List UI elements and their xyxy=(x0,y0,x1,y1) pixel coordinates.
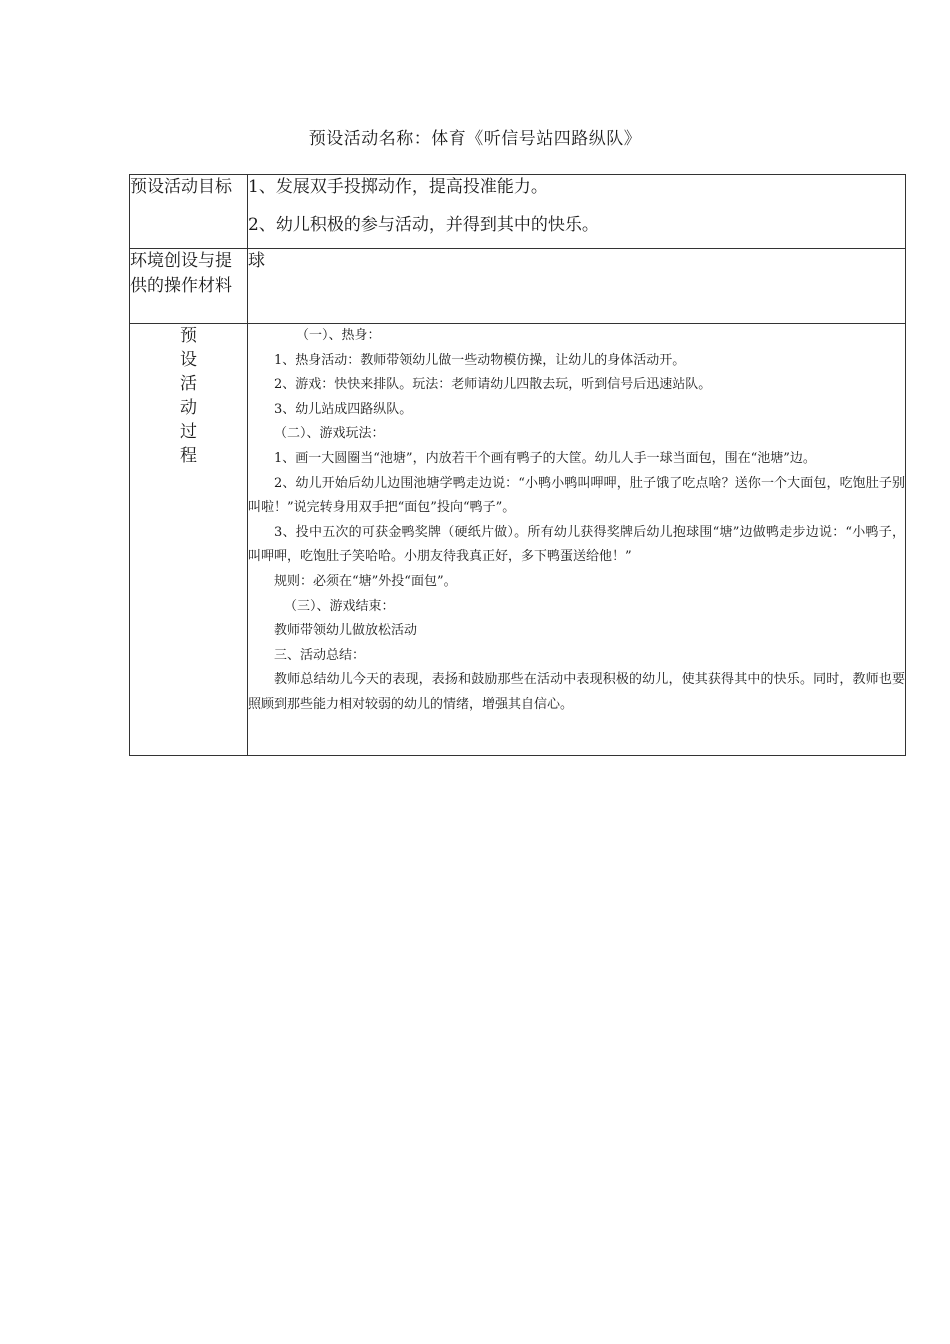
activity-plan-table xyxy=(129,174,906,756)
process-row xyxy=(130,324,906,756)
process-paragraph: 1、画一大圆圈当“池塘”，内放若干个画有鸭子的大筐。幼儿人手一球当面包，围在“池塘”边。 xyxy=(274,450,816,466)
goal-content xyxy=(248,175,906,249)
goal-item: 1、发展双手投掷动作，提高投准能力。 xyxy=(248,177,548,197)
environment-content: 球 xyxy=(248,249,906,324)
section-heading: （三）、游戏结束： xyxy=(284,598,395,614)
summary-paragraph: 教师总结幼儿今天的表现，表扬和鼓励那些在活动中表现积极的幼儿，使其获得其中的快乐。同时，教师也要照顾到那些能力相对较弱的幼儿的情绪，增强其自信心。 xyxy=(248,672,905,712)
process-content xyxy=(248,324,906,756)
process-label-char: 程 xyxy=(180,446,197,466)
process-paragraph: 2、幼儿开始后幼儿边围池塘学鸭走边说：“小鸭小鸭叫呷呷，肚子饿了吃点啥？送你一个大面包，吃饱肚子别叫啦！”说完转身用双手把“面包”投向“鸭子”。 xyxy=(248,475,905,516)
section-heading: 三、活动总结： xyxy=(274,647,366,663)
process-label-char: 预 xyxy=(180,326,197,346)
rule-paragraph: 规则：必须在“塘”外投“面包”。 xyxy=(274,573,457,589)
process-paragraph: 3、幼儿站成四路纵队。 xyxy=(274,401,413,417)
section-heading: （二）、游戏玩法： xyxy=(274,426,385,442)
process-label xyxy=(130,324,248,756)
process-paragraph: 1、热身活动：教师带领幼儿做一些动物模仿操，让幼儿的身体活动开。 xyxy=(274,352,686,368)
process-paragraph: 2、游戏：快快来排队。玩法：老师请幼儿四散去玩，听到信号后迅速站队。 xyxy=(274,377,712,393)
environment-row xyxy=(130,249,906,324)
goal-row xyxy=(130,175,906,249)
process-label-char: 活 xyxy=(180,374,197,394)
process-label-char: 过 xyxy=(180,422,197,442)
section-heading: （一）、热身： xyxy=(296,328,381,343)
environment-label: 环境创设与提供的操作材料 xyxy=(130,249,248,324)
process-label-char: 设 xyxy=(180,350,197,370)
goal-label: 预设活动目标 xyxy=(130,175,248,249)
process-paragraph: 教师带领幼儿做放松活动 xyxy=(274,623,418,639)
process-label-char: 动 xyxy=(180,398,197,418)
process-paragraph: 3、投中五次的可获金鸭奖牌（硬纸片做）。所有幼儿获得奖牌后幼儿抱球围“塘”边做鸭走步边说：“小鸭子，叫呷呷，吃饱肚子笑哈哈。小朋友待我真正好，多下鸭蛋送给他！” xyxy=(248,524,905,565)
goal-item: 2、幼儿积极的参与活动，并得到其中的快乐。 xyxy=(248,215,599,235)
page-title: 预设活动名称：体育《听信号站四路纵队》 xyxy=(308,129,642,149)
